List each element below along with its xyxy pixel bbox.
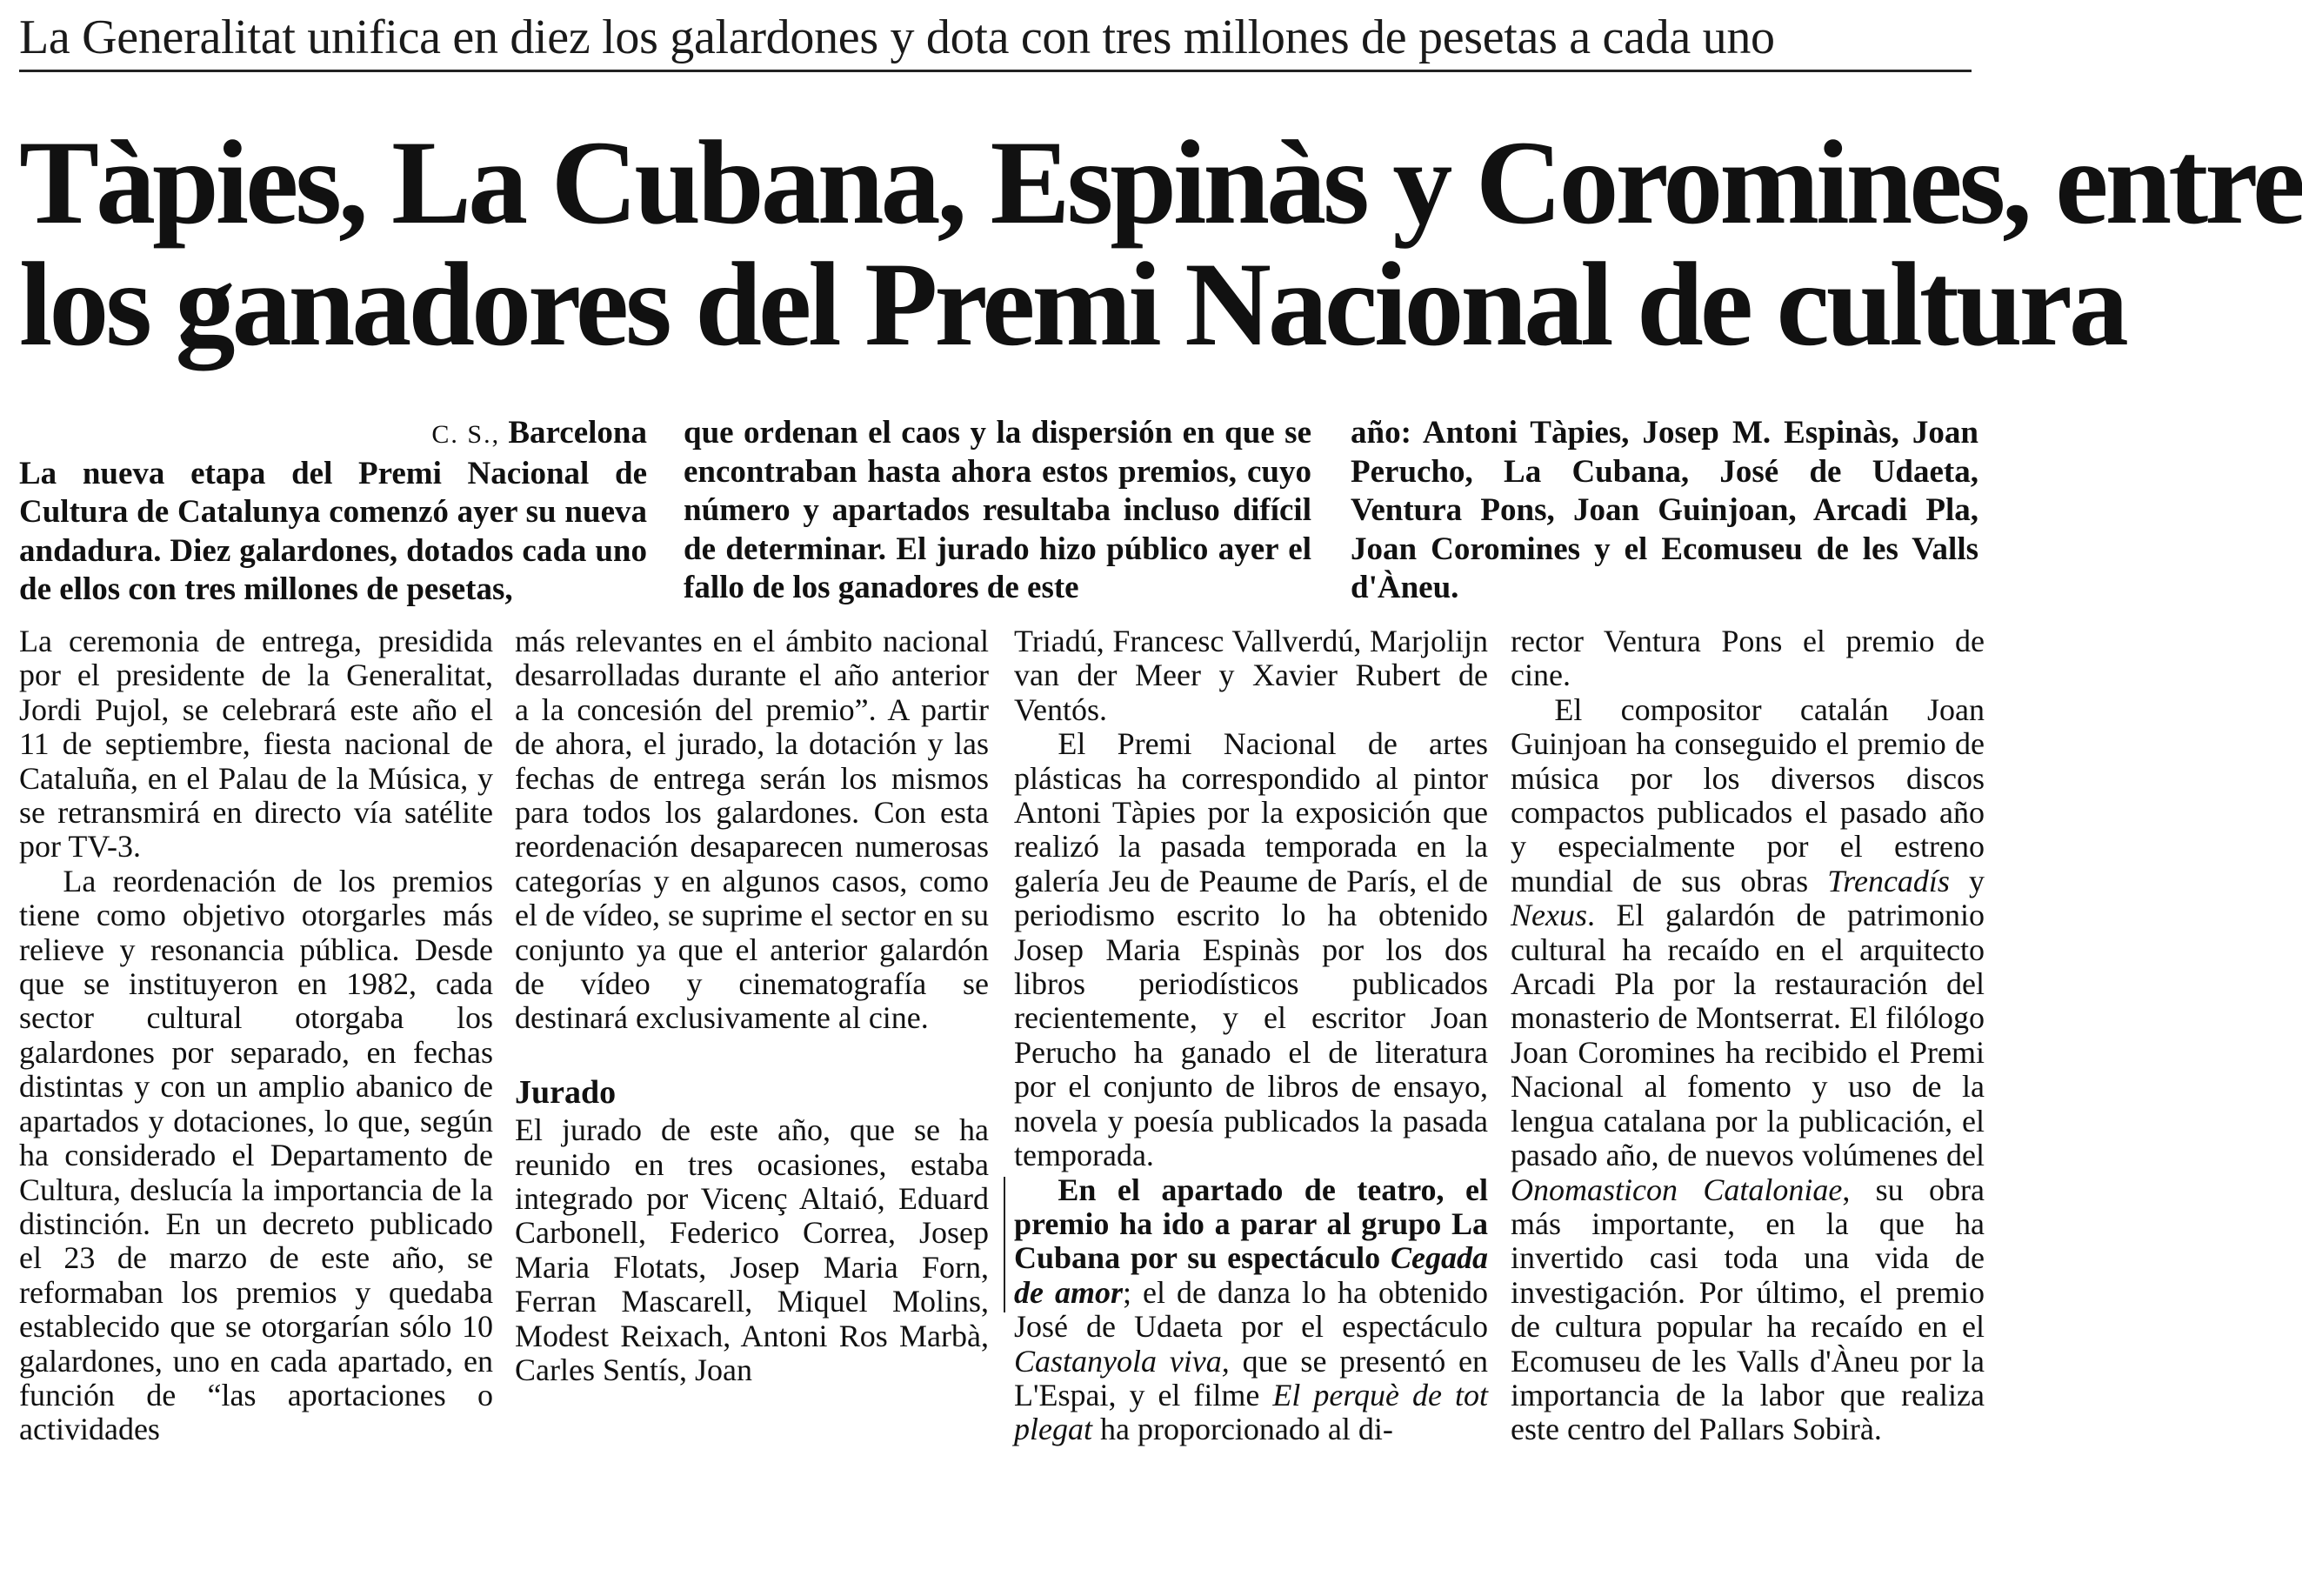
body-column-4 bbox=[1511, 624, 1985, 1592]
body-paragraph bbox=[1511, 693, 1985, 1447]
byline-initials: C. S., bbox=[431, 420, 501, 449]
lead-text-2: que ordenan el caos y la dispersión en que se encontraban hasta ahora estos premios, cuyo número y apartados resultaba incluso difícil de determinar. El jurado hizo público ayer el fallo de los ganadores de este bbox=[684, 415, 1311, 605]
body-text: . El galardón de patrimonio cultural ha recaído en el arquitecto Arcadi Pla por la restauración del monasterio de Montserrat. El filólogo Joan Coromines ha recibido el Premi Nacional al fomento y uso de la lengua catalana por la publicación, el pasado año, de nuevos volúmenes del bbox=[1511, 898, 1985, 1173]
section-gap bbox=[515, 1036, 989, 1070]
byline bbox=[19, 414, 647, 455]
byline-city: Barcelona bbox=[508, 415, 647, 451]
body-column-1 bbox=[19, 624, 493, 1592]
highlight-box bbox=[1014, 1173, 1488, 1447]
lead-text-3: año: Antoni Tàpies, Josep M. Espinàs, Joan Perucho, La Cubana, José de Udaeta, Ventura Pons, Joan Guinjoan, Arcadi Pla, Joan Coromines y el Ecomuseu de les Valls d'Àneu. bbox=[1351, 415, 1978, 605]
headline-line-1: Tàpies, La Cubana, Espinàs y Coromines, entre bbox=[19, 116, 2302, 249]
headline-line-2: los ganadores del Premi Nacional de cultura bbox=[19, 237, 2125, 371]
kicker-subheadline: La Generalitat unifica en diez los galardones y dota con tres millones de pesetas a cada uno bbox=[19, 10, 1775, 64]
body-column-3 bbox=[1014, 624, 1488, 1592]
title-el-perque: El perquè de tot plegat bbox=[1014, 1377, 1488, 1447]
body-text: , su obra más importante, en la que ha invertido casi toda una vida de investigación. Por último, el premio de cultura popular ha recaído en el Ecomuseu de les Valls d'Àneu por la importancia de la labor que realiza este centro del Pallars Sobirà. bbox=[1511, 1172, 1985, 1447]
body-paragraph: más relevantes en el ámbito nacional desarrolladas durante el año anterior a la concesión del premio”. A partir de ahora, el jurado, la dotación y las fechas de entrega serán los mismos para todos los galardones. Con esta reordenación desaparecen numerosas categorías y en algunos casos, como el de vídeo, se suprime el sector en su conjunto ya que el anterior galardón de vídeo y cinematografía se destinará exclusivamente al cine. bbox=[515, 624, 989, 1036]
body-text: El compositor catalán Joan Guinjoan ha conseguido el premio de música por los diversos discos compactos publicados el pasado año y especialmente por el estreno mundial de sus obras bbox=[1511, 691, 1985, 898]
body-paragraph: El Premi Nacional de artes plásticas ha correspondido al pintor Antoni Tàpies por la exposición que realizó la pasada temporada en la galería Jeu de Peaume de París, el de periodismo escrito lo ha obtenido Josep Maria Espinàs por los dos libros periodísticos publicados recientemente, y el escritor Joan Perucho ha ganado el de literatura por el conjunto de libros de ensayo, novela y poesía publicados la pasada temporada. bbox=[1014, 726, 1488, 1173]
body-paragraph: El jurado de este año, que se ha reunido en tres ocasiones, estaba integrado por Vicenç Altaió, Eduard Carbonell, Federico Correa, Josep Maria Flotats, Josep Maria Forn, Ferran Mascarell, Miquel Molins, Modest Reixach, Antoni Ros Marbà, Carles Sentís, Joan bbox=[515, 1112, 989, 1388]
title-onomasticon: Onomasticon Cataloniae bbox=[1511, 1172, 1843, 1207]
body-paragraph: La ceremonia de entrega, presidida por el presidente de la Generalitat, Jordi Pujol, se celebrará este año el 11 de septiembre, fiesta nacional de Cataluña, en el Palau de la Música, y se retransmirá en directo vía satélite por TV-3. bbox=[19, 624, 493, 865]
body-text: que se presentó en L'Espai, y el filme bbox=[1014, 1343, 1489, 1412]
title-castanyola-viva: Castanyola viva, bbox=[1014, 1343, 1230, 1379]
lead-text-1: La nueva etapa del Premi Nacional de Cultura de Catalunya comenzó ayer su nueva andadura. Diez galardones, dotados cada uno de ellos con tres millones de pesetas, bbox=[19, 455, 647, 607]
body-paragraph: Triadú, Francesc Vallverdú, Marjolijn van der Meer y Xavier Rubert de Ventós. bbox=[1014, 624, 1488, 727]
kicker-rule bbox=[19, 70, 1972, 72]
body-paragraph: rector Ventura Pons el premio de cine. bbox=[1511, 624, 1985, 693]
lead-column-3 bbox=[1351, 414, 1978, 608]
highlight-rule bbox=[1004, 1177, 1005, 1312]
body-text: ha proporcionado al di- bbox=[1099, 1412, 1393, 1447]
body-text: ; el de danza lo ha obtenido José de Udaeta por el espectáculo bbox=[1014, 1274, 1488, 1345]
highlight-text: En el apartado de teatro, el premio ha ido a parar al grupo La Cubana por su espectáculo bbox=[1014, 1172, 1488, 1276]
lead-column-2 bbox=[684, 414, 1311, 608]
body-text: y bbox=[1969, 863, 1985, 898]
body-column-2 bbox=[515, 624, 989, 1592]
title-trencadis: Trencadís bbox=[1827, 863, 1950, 898]
headline bbox=[19, 116, 2302, 371]
title-nexus: Nexus bbox=[1511, 898, 1587, 933]
body-paragraph: La reordenación de los premios tiene como objetivo otorgarles más relieve y resonancia pública. Desde que se instituyeron en 1982, cada sector cultural otorgaba los galardones por separado, en fechas distintas y con un amplio abanico de apartados y dotaciones, lo que, según ha considerado el Departamento de Cultura, deslucía la importancia de la distinción. En un decreto publicado el 23 de marzo de este año, se reformaban los premios y quedaba establecido que se otorgarían sólo 10 galardones, uno en cada apartado, en función de “las aportaciones o actividades bbox=[19, 863, 493, 1447]
lead-column-1 bbox=[19, 414, 647, 610]
title-cegada-de-amor: Cegada de amor bbox=[1014, 1240, 1489, 1310]
body-paragraph-theatre bbox=[1014, 1173, 1488, 1447]
section-heading-jurado: Jurado bbox=[515, 1074, 617, 1112]
